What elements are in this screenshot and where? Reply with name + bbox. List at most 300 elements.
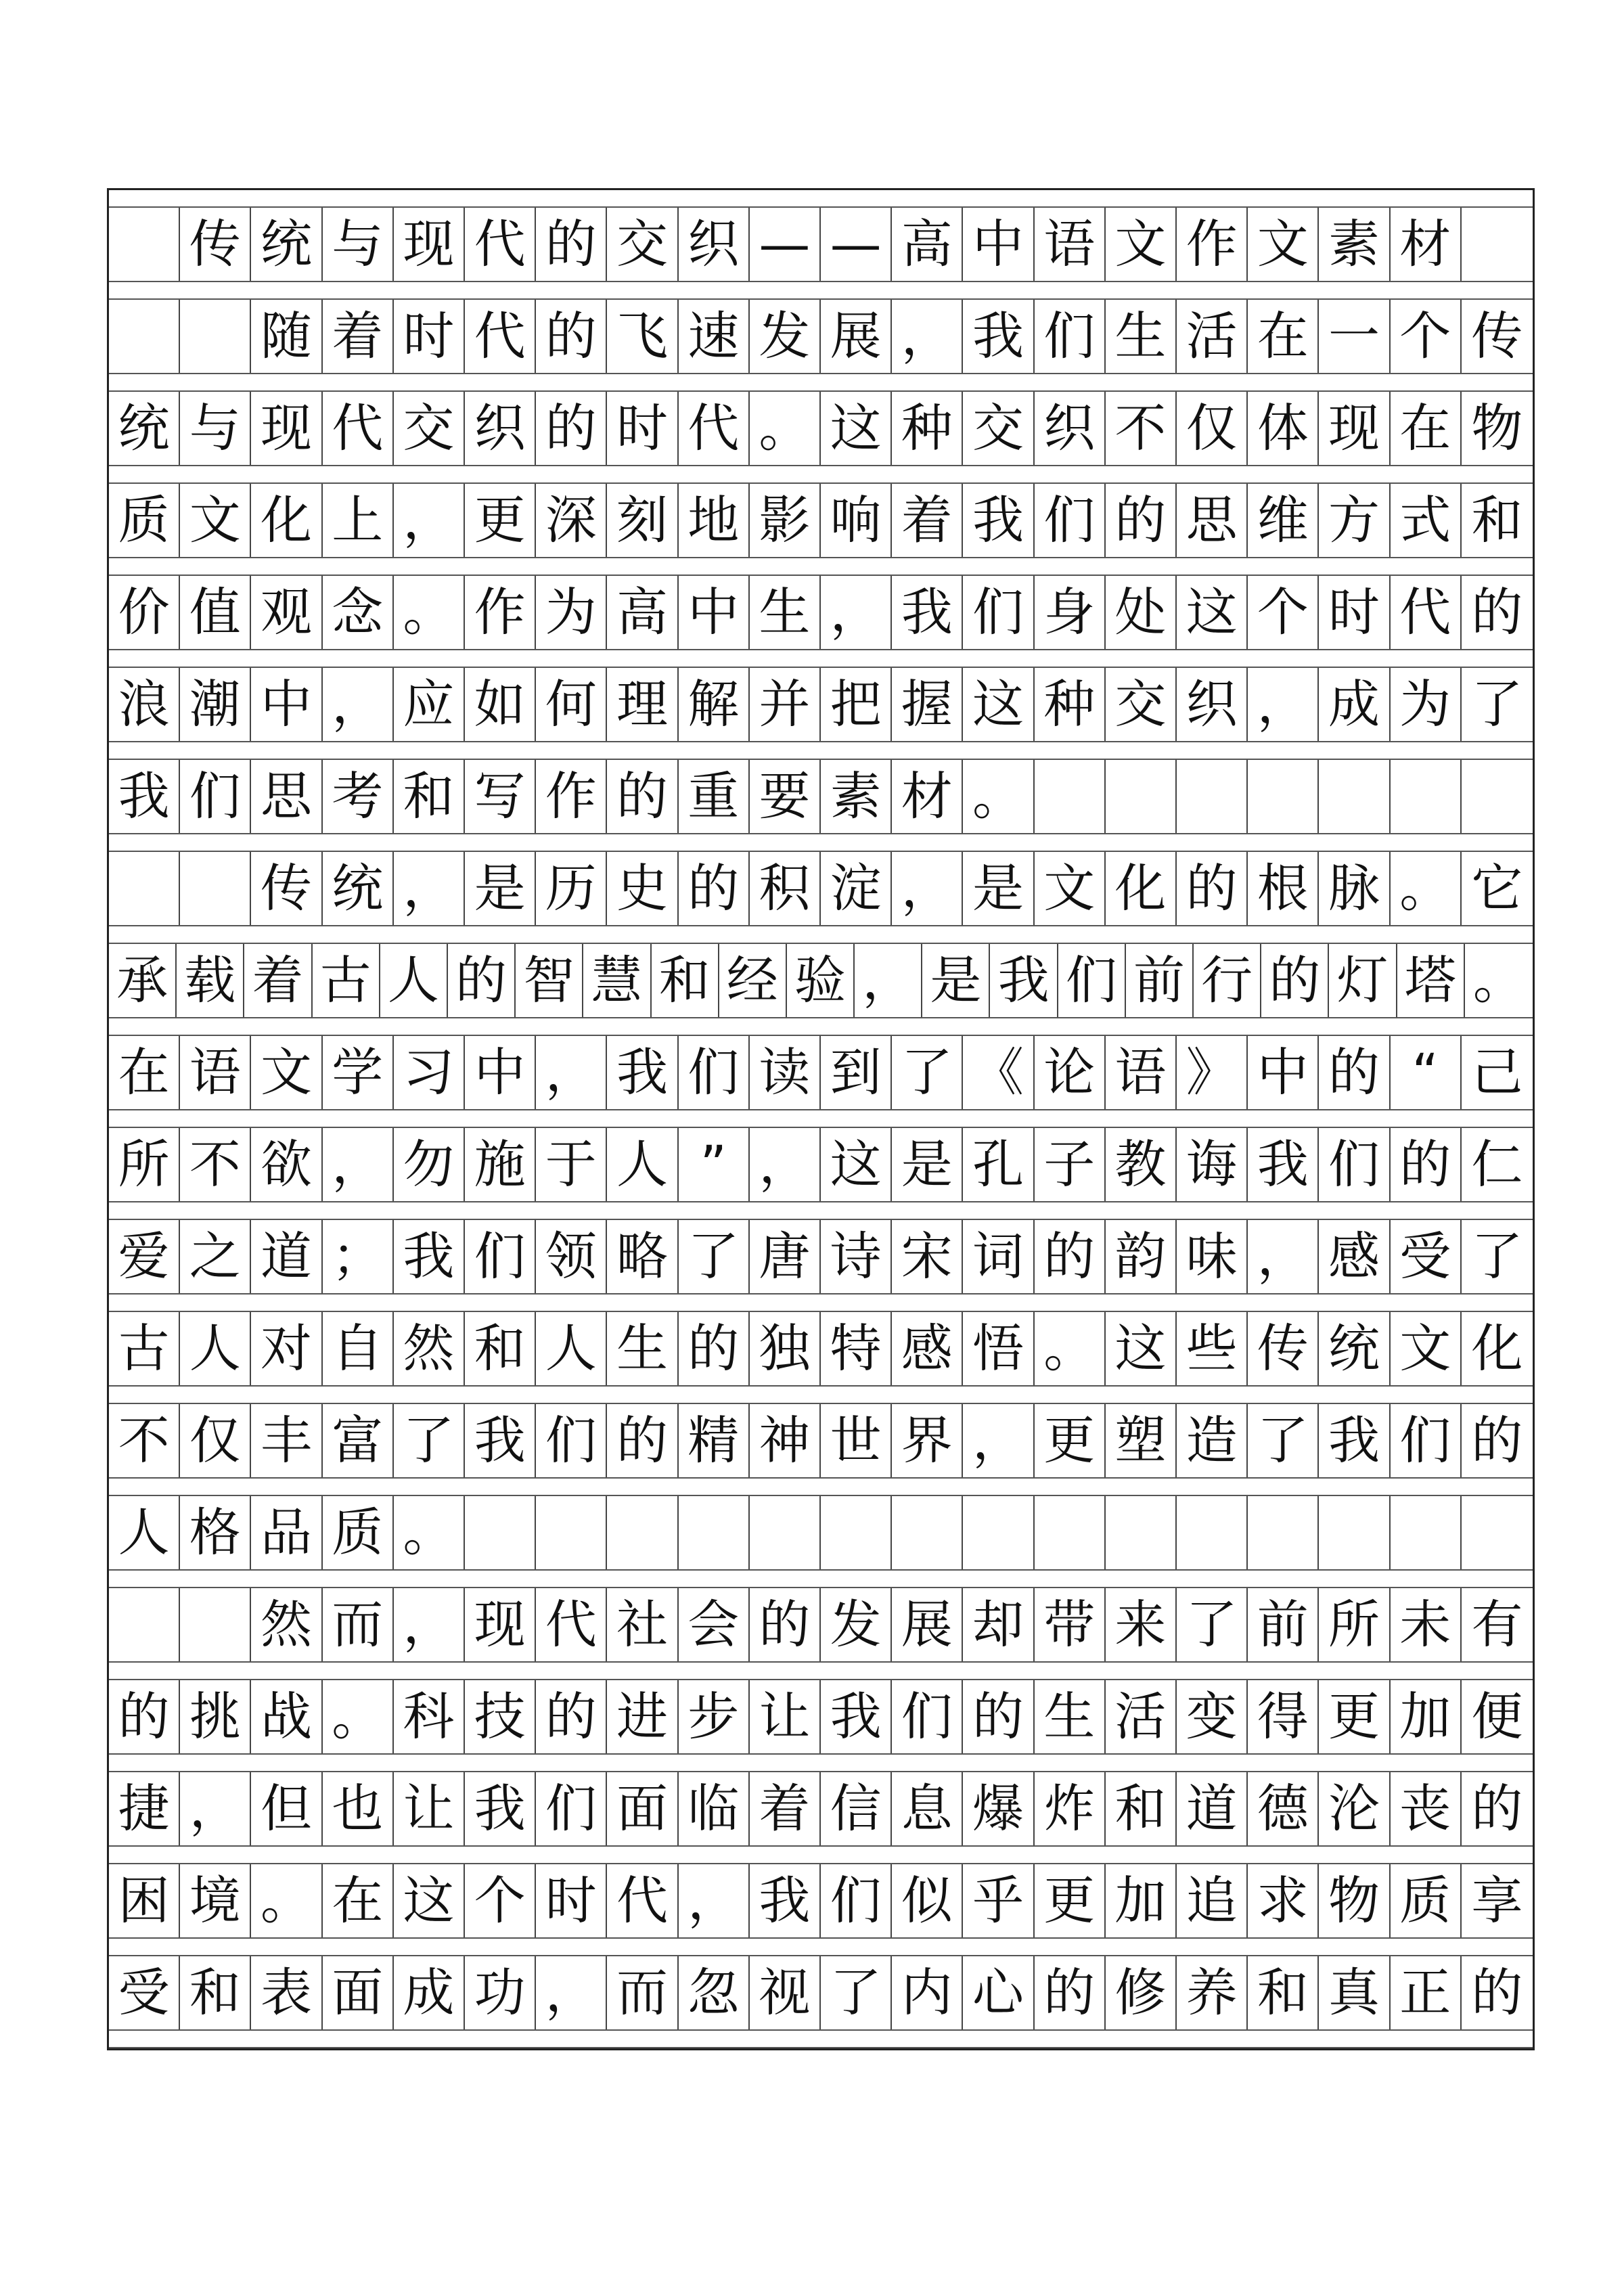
grid-cell: 验 [787,944,855,1017]
essay-line [109,1109,1533,1201]
grid-cell: 和 [1471,490,1523,550]
grid-cell: 这 [963,668,1034,741]
grid-cell: 让 [394,1772,465,1845]
grid-cell: 个 [1248,576,1319,649]
grid-cell: 在 [109,1036,180,1109]
grid-cell: 却 [963,1588,1034,1661]
grid-cell: 的 [1391,1128,1462,1201]
grid-cell: 们 [1035,484,1106,557]
grid-cell: 语 [1035,208,1106,281]
grid-cell: 时 [607,392,678,465]
grid-cell: 们 [536,1772,607,1845]
grid-cell: 质 [323,1496,394,1569]
grid-cell: ， [394,1588,465,1661]
essay-line [109,373,1533,465]
grid-cell: 时 [536,1864,607,1937]
grid-cell [679,1496,750,1569]
grid-cell: 乎 [963,1864,1034,1937]
grid-cell: 真 [1319,1956,1390,2029]
line-cells [109,1772,1533,1845]
grid-cell: 时 [1319,576,1390,649]
grid-cell: 教 [1106,1128,1177,1201]
grid-cell: 的 [1471,1778,1523,1839]
grid-cell: 表 [251,1956,322,2029]
grid-cell: 内 [892,1956,963,2029]
grid-cell: 脉 [1319,852,1390,925]
grid-cell: 了 [394,1404,465,1477]
grid-cell: 织 [1177,668,1248,741]
grid-cell: 然 [394,1312,465,1385]
grid-cell: 。 [750,392,821,465]
grid-cell: 这 [821,392,892,465]
grid-cell: 何 [536,668,607,741]
grid-cell [1462,760,1533,833]
grid-cell: 灯 [1329,944,1397,1017]
grid-cell: 人 [380,944,448,1017]
grid-cell: ， [855,944,922,1017]
grid-cell: 慧 [583,944,651,1017]
grid-cell: 些 [1177,1312,1248,1385]
grid-cell: 享 [1471,1870,1523,1931]
grid-cell: 们 [536,1404,607,1477]
grid-cell: 我 [750,1864,821,1937]
grid-cell: 应 [394,668,465,741]
line-spacer [109,1109,1533,1128]
grid-cell: 成 [1319,668,1390,741]
grid-cell [1462,208,1533,281]
grid-cell: 文 [251,1036,322,1109]
grid-cell: 临 [679,1772,750,1845]
grid-cell: 人 [607,1128,678,1201]
grid-cell: 界 [892,1404,963,1477]
grid-cell [1106,1496,1177,1569]
grid-cell: 诗 [821,1220,892,1293]
grid-cell: 己 [1471,1042,1523,1102]
essay-line [109,1385,1533,1477]
grid-cell [536,1496,607,1569]
grid-cell: 视 [750,1956,821,2029]
grid-cell: 值 [180,576,251,649]
grid-cell: 经 [719,944,787,1017]
grid-cell: 为 [1391,668,1462,741]
essay-line [109,1293,1533,1385]
grid-cell: 战 [251,1680,322,1753]
grid-cell: 个 [465,1864,536,1937]
essay-line [109,1845,1533,1937]
grid-cell: 变 [1177,1680,1248,1753]
grid-cell: 人 [536,1312,607,1385]
grid-cell: 。 [394,576,465,649]
grid-cell: 在 [323,1864,394,1937]
line-spacer [109,190,1533,208]
grid-cell: 代 [536,1588,607,1661]
grid-cell: 生 [607,1312,678,1385]
grid-cell: 格 [180,1496,251,1569]
grid-cell: ， [323,668,394,741]
line-spacer [109,281,1533,300]
grid-cell: 。 [323,1680,394,1753]
grid-cell: 了 [1177,1588,1248,1661]
grid-cell: 诲 [1177,1128,1248,1201]
grid-cell: 高 [607,576,678,649]
grid-cell: 孔 [963,1128,1034,1201]
grid-cell: 随 [251,300,322,373]
grid-cell: 处 [1106,576,1177,649]
essay-line [109,557,1533,649]
grid-cell: 了 [821,1956,892,2029]
grid-cell: 中 [251,668,322,741]
grid-cell: 了 [679,1220,750,1293]
grid-cell: 的 [536,300,607,373]
grid-cell: 的 [448,944,516,1017]
grid-cell: 高 [892,208,963,281]
line-spacer [109,1661,1533,1680]
grid-cell: 生 [1106,300,1177,373]
grid-cell: 了 [1471,674,1523,734]
grid-cell: 代 [1391,576,1462,649]
grid-cell: 们 [963,576,1034,649]
grid-cell: ” [679,1128,750,1201]
grid-cell [1248,760,1319,833]
grid-cell: 现 [394,208,465,281]
grid-cell [109,300,180,373]
grid-cell: 如 [465,668,536,741]
grid-cell: 物 [1471,398,1523,458]
grid-cell: 现 [465,1588,536,1661]
grid-cell: 挑 [180,1680,251,1753]
essay-line [109,1201,1533,1293]
grid-cell: 我 [465,1404,536,1477]
grid-cell [892,1496,963,1569]
grid-cell: 感 [1319,1220,1390,1293]
essay-line [109,465,1533,557]
grid-cell: 自 [323,1312,394,1385]
grid-cell: 现 [1319,392,1390,465]
line-spacer [109,557,1533,576]
grid-cell: 捷 [109,1772,180,1845]
grid-cell: 智 [516,944,583,1017]
grid-cell: 上 [323,484,394,557]
grid-cell: 更 [1035,1864,1106,1937]
grid-cell: 修 [1106,1956,1177,2029]
grid-cell: 传 [1471,306,1523,366]
grid-cell: 了 [1471,1226,1523,1286]
grid-cell: 飞 [607,300,678,373]
line-spacer [109,1293,1533,1312]
grid-cell: 深 [536,484,607,557]
grid-cell [1319,1496,1390,1569]
grid-cell: ， [963,1404,1034,1477]
grid-cell: 在 [1391,392,1462,465]
line-spacer [109,1937,1533,1956]
grid-cell: 发 [821,1588,892,1661]
grid-cell: 的 [536,1680,607,1753]
grid-cell: 物 [1319,1864,1390,1937]
grid-cell: 代 [323,392,394,465]
grid-cell: 欲 [251,1128,322,1201]
grid-cell: 略 [607,1220,678,1293]
grid-cell: 这 [1106,1312,1177,1385]
grid-cell: 速 [679,300,750,373]
grid-cell: 语 [180,1036,251,1109]
grid-cell: 织 [465,392,536,465]
grid-cell: 们 [821,1864,892,1937]
line-spacer [109,1845,1533,1864]
grid-cell: 传 [251,852,322,925]
grid-cell: 更 [1035,1404,1106,1477]
grid-cell: 维 [1248,484,1319,557]
grid-cell: 前 [1248,1588,1319,1661]
grid-cell: 我 [607,1036,678,1109]
grid-cell: 与 [323,208,394,281]
grid-cell: 。 [251,1864,322,1937]
grid-cell: 困 [109,1864,180,1937]
grid-cell: 息 [892,1772,963,1845]
grid-cell: 积 [750,852,821,925]
line-cells [109,1956,1533,2029]
grid-cell: 的 [1035,1220,1106,1293]
line-cells [109,1680,1533,1753]
grid-cell: 史 [607,852,678,925]
grid-cell: 作 [1177,208,1248,281]
grid-cell: 勿 [394,1128,465,1201]
grid-cell: 不 [1106,392,1177,465]
line-spacer [109,741,1533,760]
grid-cell: 和 [465,1312,536,1385]
grid-cell [109,852,180,925]
grid-cell: 材 [1391,208,1462,281]
grid-cell: 的 [536,208,607,281]
grid-cell: 素 [821,760,892,833]
line-cells [109,852,1533,925]
grid-cell: 们 [180,760,251,833]
grid-cell: 们 [1035,300,1106,373]
grid-cell: 的 [750,1588,821,1661]
grid-cell: 丰 [251,1404,322,1477]
grid-cell: 传 [180,208,251,281]
grid-cell: 仅 [180,1404,251,1477]
grid-cell: 面 [607,1772,678,1845]
grid-cell: 心 [963,1956,1034,2029]
grid-cell: 现 [251,392,322,465]
grid-cell: 的 [607,1404,678,1477]
grid-cell: 时 [394,300,465,373]
grid-cell: 和 [394,760,465,833]
grid-cell: 刻 [607,484,678,557]
grid-cell: 唐 [750,1220,821,1293]
grid-cell: 受 [1391,1220,1462,1293]
grid-cell: 。 [394,1496,465,1569]
grid-cell: 追 [1177,1864,1248,1937]
grid-cell: 种 [892,392,963,465]
grid-cell: 潮 [180,668,251,741]
grid-cell: 和 [1248,1956,1319,2029]
grid-cell: 代 [607,1864,678,1937]
grid-cell: ， [536,1956,607,2029]
grid-cell [465,1496,536,1569]
line-cells [109,208,1533,281]
grid-cell: 仅 [1177,392,1248,465]
grid-cell: ， [892,300,963,373]
grid-cell: 不 [109,1404,180,1477]
grid-cell: 们 [1058,944,1126,1017]
grid-cell: 会 [679,1588,750,1661]
grid-cell: 之 [180,1220,251,1293]
grid-cell: 着 [750,1772,821,1845]
grid-cell: 行 [1194,944,1261,1017]
grid-cell: 淀 [821,852,892,925]
line-cells [109,484,1533,557]
grid-cell [1177,1496,1248,1569]
line-cells [109,1496,1533,1569]
line-cells [109,1128,1533,1201]
grid-cell: 交 [394,392,465,465]
grid-cell: 》 [1177,1036,1248,1109]
grid-cell: 地 [679,484,750,557]
grid-cell: 的 [607,760,678,833]
grid-cell: 我 [892,576,963,649]
line-spacer [109,1569,1533,1588]
grid-cell: 成 [394,1956,465,2029]
grid-cell: 了 [1248,1404,1319,1477]
grid-cell: 统 [1319,1312,1390,1385]
grid-cell: 中 [963,208,1034,281]
grid-cell: 活 [1106,1680,1177,1753]
grid-cell: 。 [963,760,1034,833]
grid-cell: 承 [109,944,177,1017]
grid-cell: 爆 [963,1772,1034,1845]
grid-cell: 化 [1471,1318,1523,1378]
line-spacer [109,373,1533,392]
grid-cell: ， [1248,668,1319,741]
grid-cell [180,852,251,925]
grid-cell: 的 [109,1680,180,1753]
grid-cell: 这 [821,1128,892,1201]
line-cells [109,576,1533,649]
grid-cell: 然 [251,1588,322,1661]
essay-line [109,190,1533,281]
grid-cell: 的 [1319,1036,1390,1109]
grid-cell: 方 [1319,484,1390,557]
grid-cell: 味 [1177,1220,1248,1293]
grid-cell: 交 [1106,668,1177,741]
grid-cell: 有 [1471,1594,1523,1655]
grid-cell: 受 [109,1956,180,2029]
grid-cell [1248,1496,1319,1569]
grid-cell [1035,760,1106,833]
grid-cell: 沦 [1319,1772,1390,1845]
grid-cell: 们 [465,1220,536,1293]
grid-cell: 代 [465,208,536,281]
grid-cell: 统 [323,852,394,925]
line-cells [109,668,1533,741]
essay-line [109,925,1533,1017]
grid-cell: 着 [892,484,963,557]
grid-cell: 富 [323,1404,394,1477]
grid-cell: 让 [750,1680,821,1753]
grid-cell: 中 [465,1036,536,1109]
grid-cell: ， [323,1128,394,1201]
grid-cell: 人 [180,1312,251,1385]
line-spacer [109,1385,1533,1404]
line-spacer [109,1477,1533,1496]
grid-cell [1035,1496,1106,1569]
grid-cell: 历 [536,852,607,925]
grid-cell: 我 [963,300,1034,373]
grid-cell [180,1588,251,1661]
grid-cell: 领 [536,1220,607,1293]
grid-cell: 重 [679,760,750,833]
grid-cell: 造 [1177,1404,1248,1477]
essay-line [109,1661,1533,1753]
grid-cell: 塑 [1106,1404,1177,1477]
grid-cell: ， [394,852,465,925]
grid-cell: 是 [465,852,536,925]
grid-cell [607,1496,678,1569]
grid-cell: 丧 [1391,1772,1462,1845]
grid-cell: 它 [1471,858,1523,918]
grid-cell: 材 [892,760,963,833]
grid-cell: 品 [251,1496,322,1569]
grid-cell: 握 [892,668,963,741]
line-spacer [109,465,1533,484]
grid-cell: 前 [1126,944,1194,1017]
grid-cell: 们 [892,1680,963,1753]
grid-cell: 们 [1319,1128,1390,1201]
grid-cell [750,1496,821,1569]
grid-cell: 和 [180,1956,251,2029]
grid-cell: 人 [109,1496,180,1569]
grid-cell: 观 [251,576,322,649]
grid-cell: 这 [1177,576,1248,649]
grid-cell: 进 [607,1680,678,1753]
grid-cell: 这 [394,1864,465,1937]
grid-cell: 理 [607,668,678,741]
essay-line [109,1937,1533,2029]
grid-cell: 在 [1248,300,1319,373]
grid-cell: 的 [1035,1956,1106,2029]
grid-cell: 精 [679,1404,750,1477]
grid-cell: 思 [1177,484,1248,557]
grid-cell: 功 [465,1956,536,2029]
grid-cell: 生 [1035,1680,1106,1753]
grid-cell: 我 [990,944,1058,1017]
grid-cell: 种 [1035,668,1106,741]
grid-cell: 解 [679,668,750,741]
line-spacer [109,1753,1533,1772]
grid-cell: 价 [109,576,180,649]
grid-cell: 文 [1035,852,1106,925]
grid-cell: 古 [109,1312,180,1385]
grid-cell: 求 [1248,1864,1319,1937]
essay-line [109,1569,1533,1661]
grid-cell: 忽 [679,1956,750,2029]
grid-cell: 《 [963,1036,1034,1109]
grid-cell: ， [394,484,465,557]
grid-cell: 的 [1177,852,1248,925]
grid-cell: 到 [821,1036,892,1109]
grid-cell: 于 [536,1128,607,1201]
line-spacer [109,1201,1533,1220]
grid-cell: 体 [1248,392,1319,465]
grid-cell: 我 [963,484,1034,557]
grid-cell: 技 [465,1680,536,1753]
grid-cell [1391,760,1462,833]
grid-cell [1177,760,1248,833]
grid-cell: 独 [750,1312,821,1385]
grid-cell: 作 [536,760,607,833]
grid-cell [109,1588,180,1661]
